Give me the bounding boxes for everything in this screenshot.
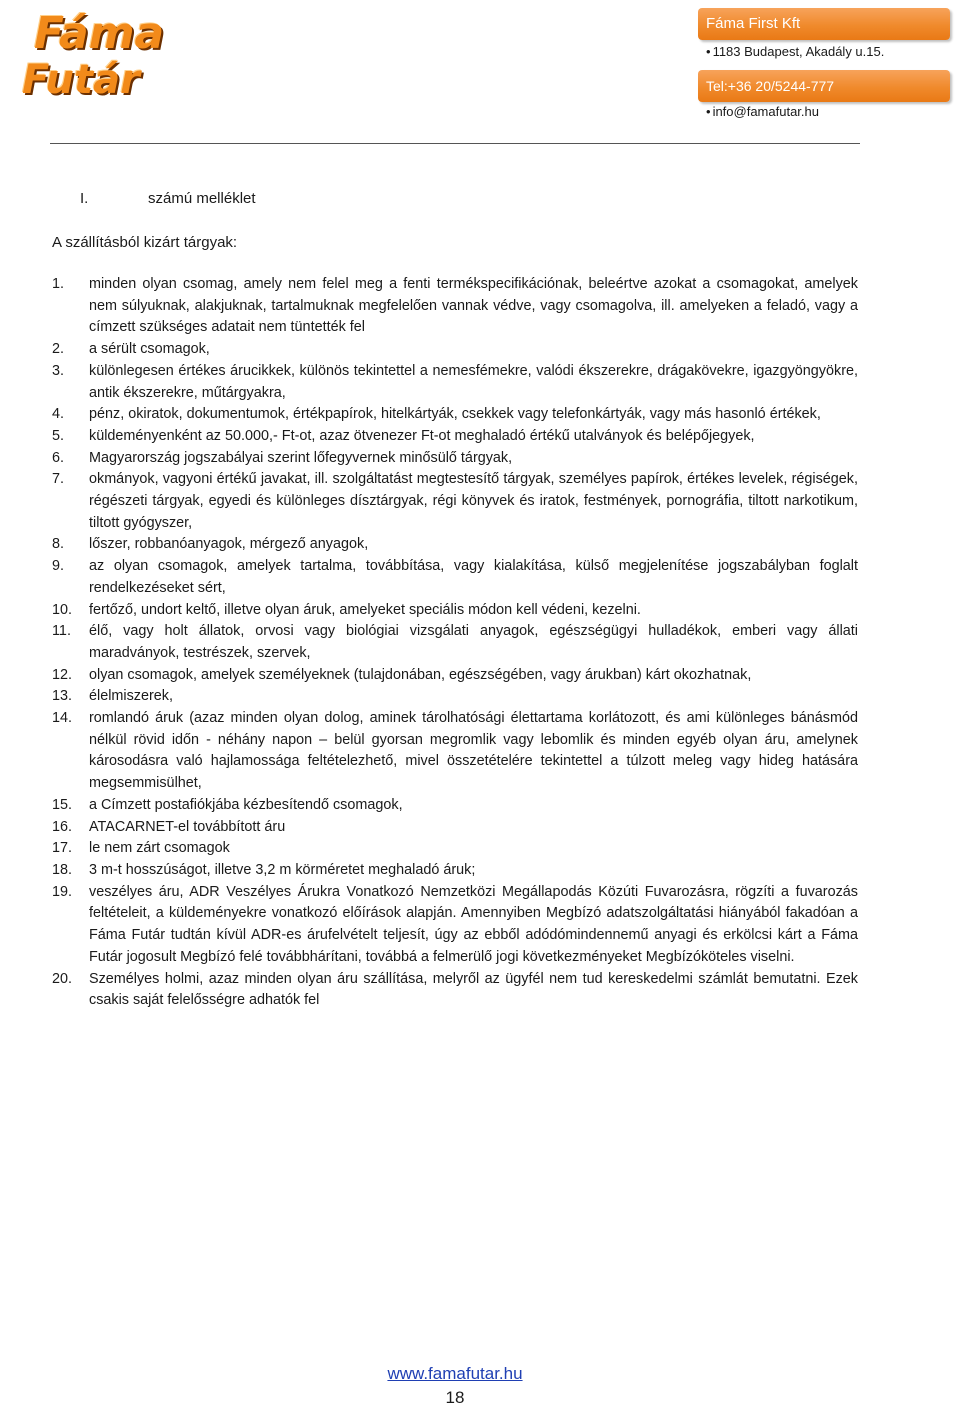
list-item bbox=[52, 860, 858, 882]
list-item bbox=[52, 404, 858, 426]
list-item-number: 18. bbox=[52, 861, 73, 878]
list-item-number: 9. bbox=[52, 558, 65, 575]
phone-bar: Tel:+36 20/5244-777 bbox=[698, 70, 950, 102]
list-item-number: 14. bbox=[52, 710, 73, 727]
list-item-text: pénz, okiratok, dokumentumok, értékpapírok, hitelkártyák, csekkek vagy telefonkártyák, vagy más hasonló értékek, bbox=[89, 406, 821, 423]
list-item bbox=[52, 556, 858, 599]
list-item bbox=[52, 361, 858, 404]
list-item-text: küldeményenként az 50.000,- Ft-ot, azaz ötvenezer Ft-ot meghaladó értékű utalványok és belépőjegyek, bbox=[89, 427, 755, 444]
list-item-number: 4. bbox=[52, 406, 65, 423]
list-item bbox=[52, 274, 858, 339]
appendix-title: számú melléklet bbox=[148, 190, 256, 207]
list-item bbox=[52, 795, 858, 817]
list-item-number: 6. bbox=[52, 449, 65, 466]
list-item-text: élelmiszerek, bbox=[89, 688, 173, 705]
list-item-text: okmányok, vagyoni értékű javakat, ill. szolgáltatást megtestesítő tárgyak, személyes papírok, értékes levelek, régiségek, régészeti tárgyak, egyedi és különleges dísztárgyak, régi könyvek és iratok, festmények, pornográfia, tiltott narkotikum, tiltott gyógyszer, bbox=[89, 471, 858, 531]
address-line: • 1183 Budapest, Akadály u.15. bbox=[706, 44, 884, 59]
appendix-roman-number: I. bbox=[80, 190, 89, 207]
list-item-number: 5. bbox=[52, 427, 65, 444]
list-item bbox=[52, 969, 858, 1012]
list-item bbox=[52, 600, 858, 622]
list-item bbox=[52, 339, 858, 361]
list-item bbox=[52, 448, 858, 470]
list-item-text: az olyan csomagok, amelyek tartalma, továbbítása, vagy kialakítása, külső megjelenítése jogszabályban foglalt rendelkezéseket sért, bbox=[89, 558, 858, 596]
list-item-text: Magyarország jogszabályai szerint lőfegyvernek minősülő tárgyak, bbox=[89, 449, 513, 466]
list-item-number: 20. bbox=[52, 970, 73, 987]
list-item-text: romlandó áruk (azaz minden olyan dolog, aminek tárolhatósági élettartama korlátozott, és ami különleges bánásmód nélkül rövid időn - néhány napon – belül gyorsan megromlik vagy lebomlik és minden egyéb olyan áru, amelynek károsodásra való hajlamossága feltételezhető, mivel összetételére tekintettel a túlzott meleg vagy hideg hatására megsemmisülhet, bbox=[89, 710, 858, 792]
list-item-number: 15. bbox=[52, 796, 73, 813]
list-item-text: ATACARNET-el továbbított áru bbox=[89, 818, 286, 835]
list-item bbox=[52, 534, 858, 556]
list-item-text: a sérült csomagok, bbox=[89, 341, 210, 358]
list-item-text: 3 m-t hosszúságot, illetve 3,2 m körméretet meghaladó áruk; bbox=[89, 861, 476, 878]
footer-website-link[interactable]: www.famafutar.hu bbox=[387, 1364, 523, 1383]
list-item bbox=[52, 817, 858, 839]
list-item-number: 3. bbox=[52, 362, 65, 379]
list-item-number: 2. bbox=[52, 341, 65, 358]
list-item bbox=[52, 686, 858, 708]
list-item-number: 12. bbox=[52, 666, 73, 683]
list-item-text: olyan csomagok, amelyek személyeknek (tulajdonában, egészségében, vagy árukban) kárt okozhatnak, bbox=[89, 666, 752, 683]
list-item-number: 1. bbox=[52, 276, 65, 292]
list-item bbox=[52, 469, 858, 534]
list-item bbox=[52, 838, 858, 860]
page-number: 18 bbox=[445, 1388, 465, 1407]
list-item-number: 17. bbox=[52, 840, 73, 857]
list-item-text: a Címzett postafiókjába kézbesítendő csomagok, bbox=[89, 796, 403, 813]
list-item-text: minden olyan csomag, amely nem felel meg a fenti termékspecifikációnak, beleértve azokat a csomagokat, amelyek nem súlyuknak, alakjuknak, tartalmuknak megfelelően vannak védve, vagy csomagolva, ill. amelyeken a feladó, vagy a címzett szükséges adatait nem tüntették fel bbox=[89, 276, 858, 336]
company-logo bbox=[4, 6, 176, 112]
list-item bbox=[52, 621, 858, 664]
list-item-text: különlegesen értékes árucikkek, különös tekintettel a nemesfémekre, valódi ékszerekre, drágakövekre, igazgyöngyökre, antik ékszerekre, műtárgyakra, bbox=[89, 362, 858, 401]
excluded-items-list bbox=[52, 274, 858, 1012]
company-name-bar: Fáma First Kft bbox=[698, 8, 950, 40]
appendix-heading bbox=[80, 190, 256, 207]
header-divider bbox=[50, 143, 860, 144]
list-item-number: 19. bbox=[52, 883, 73, 900]
list-item bbox=[52, 665, 858, 687]
logo-text-fama: Fáma bbox=[34, 8, 165, 59]
list-item bbox=[52, 708, 858, 795]
email-line: • info@famafutar.hu bbox=[706, 104, 819, 119]
list-item-number: 13. bbox=[52, 688, 73, 705]
list-item-text: fertőző, undort keltő, illetve olyan áruk, amelyeket speciális módon kell védeni, kezelni. bbox=[89, 601, 641, 618]
list-item-number: 11. bbox=[52, 623, 71, 640]
list-item-number: 10. bbox=[52, 601, 73, 618]
list-item-text: Személyes holmi, azaz minden olyan áru szállítása, melyről az ügyfél nem tud kereskedelmi számlát bemutatni. Ezek csakis saját felelősségre adhatók fel bbox=[89, 970, 858, 1009]
list-item-number: 7. bbox=[52, 471, 65, 488]
list-item-text: lőszer, robbanóanyagok, mérgező anyagok, bbox=[89, 536, 369, 553]
list-item-text: le nem zárt csomagok bbox=[89, 840, 230, 857]
list-subtitle: A szállításból kizárt tárgyak: bbox=[52, 234, 238, 251]
list-item-number: 16. bbox=[52, 818, 73, 835]
list-item-text: veszélyes áru, ADR Veszélyes Árukra Vonatkozó Nemzetközi Megállapodás Közúti Fuvarozásra, rögzíti a fuvarozás feltételeit, a küldeményekre vonatkozó előírások alapján. Amennyiben Megbízó adatszolgáltatási hiányából fakadóan a Fáma Futár tudtán kívül ADR-es árufelvételt teljesít, úgy az ebből adódómindennemű anyagi és erkölcsi kárt a Fáma Futár jogosult Megbízó felé továbbhárítani, továbbá a felmerülő jogi következményeket Megbízóköteles viselni. bbox=[89, 883, 858, 965]
list-item bbox=[52, 426, 858, 448]
list-item-number: 8. bbox=[52, 536, 65, 553]
list-item bbox=[52, 882, 858, 969]
list-item-text: élő, vagy holt állatok, orvosi vagy biológiai vizsgálati anyagok, egészségügyi hulladékok, emberi vagy állati maradványok, testrészek, szervek, bbox=[89, 623, 858, 661]
logo-text-futar: Futár bbox=[22, 57, 140, 103]
